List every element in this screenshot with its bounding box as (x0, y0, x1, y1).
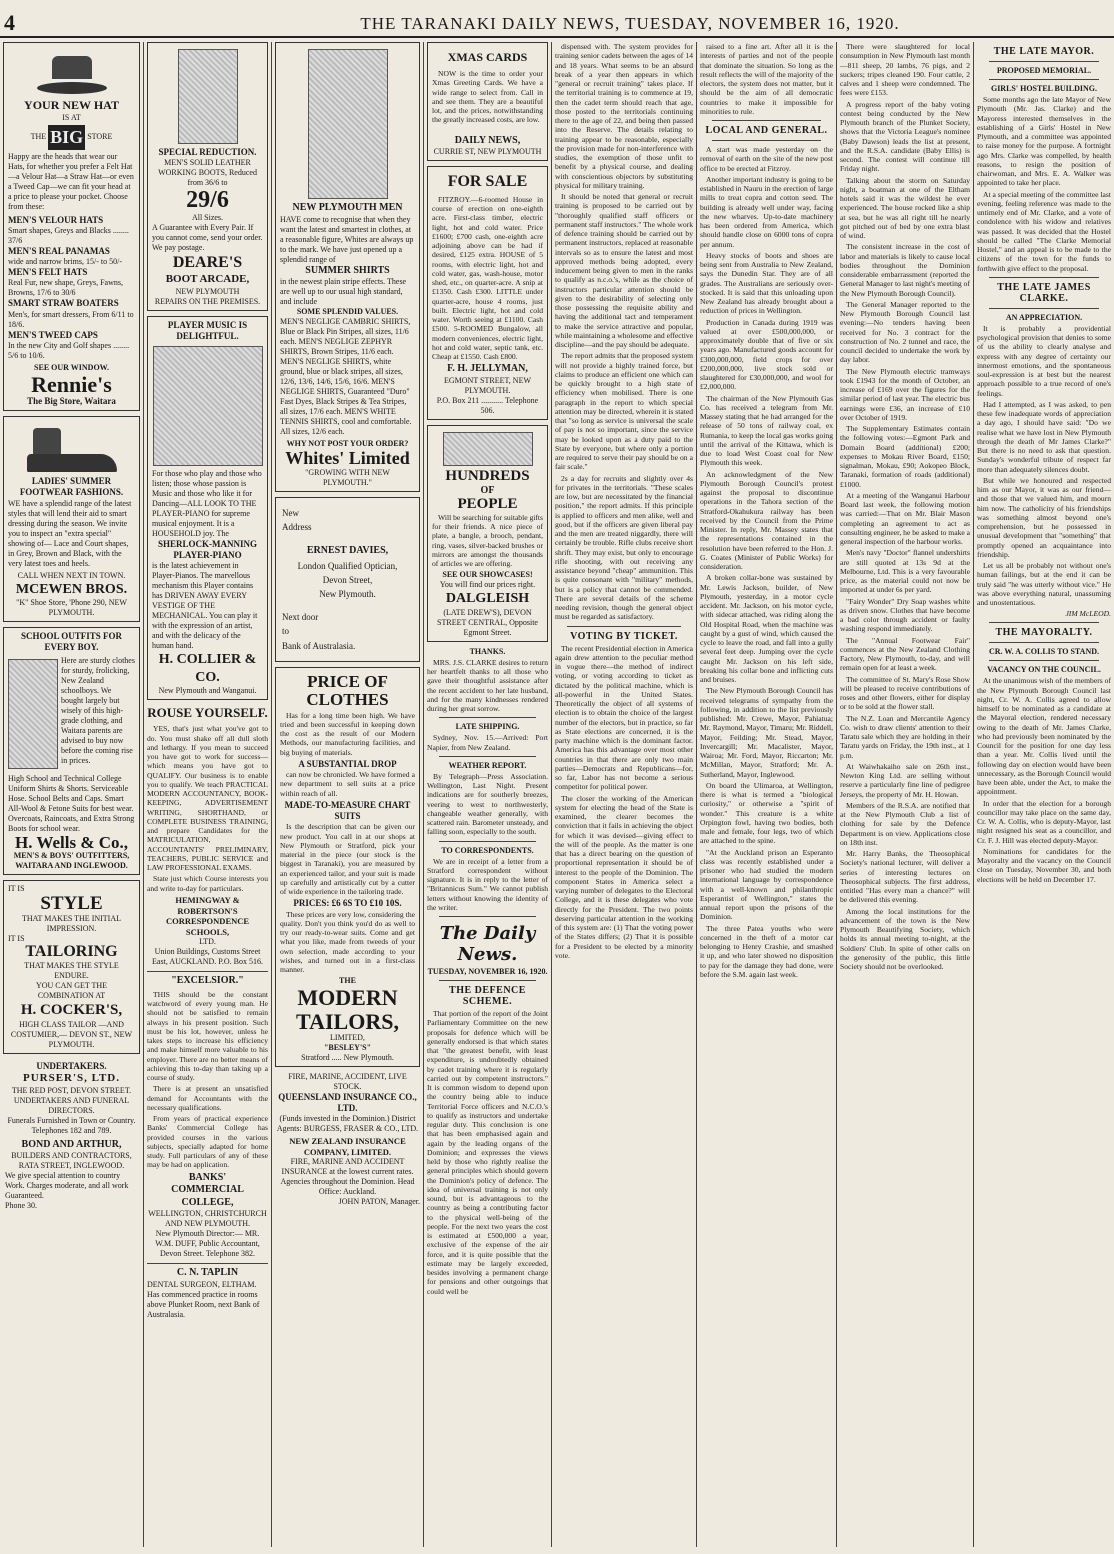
ad-heading: ROUSE YOURSELF. (147, 705, 268, 721)
advertiser-sub: "K" Shoe Store, 'Phone 290, NEW PLYMOUTH. (16, 598, 127, 618)
ad-text: New Plymouth Director:— MR. W.M. DUFF, Public Accountant, Devon Street. Telephone 382. (155, 1229, 260, 1259)
news-item: The Supplementary Estimates contain the following votes:—Egmont Park and Domain Board (additional) £200; expenses to Mokau River Board, £150; signalman, Mokau, £90; Aokopeo Block, Taranaki, formation of roads (additional) £1000. (840, 424, 970, 489)
news-item: "Fairy Wonder" Dry Soap washes white as driven snow. Clothes that have become a bad color through accident or faulty washing respond immediately. (840, 596, 970, 634)
advertiser-name-2: BOND AND ARTHUR, (21, 1138, 122, 1150)
news-item: Talking about the storm on Saturday night, a boatman at one of the Eltham hotels said it was the wildest he ever experienced. The house rocked like a ship at sea, but he was all right till he nearly got pitched out of bed by one extra blast of wind. (840, 175, 970, 240)
article-heading: THE MAYORALTY. (995, 627, 1093, 639)
item-name: MEN'S TWEED CAPS (8, 329, 98, 340)
ad-address: (LATE DREW'S), DEVON STREET CENTRAL, Opposite Egmont Street. (437, 607, 538, 637)
ad-text: YOU CAN GET THE COMBINATION AT (35, 981, 108, 1001)
ad-text: IS AT (62, 113, 81, 122)
ad-cta: CALL WHEN NEXT IN TOWN. (17, 570, 126, 580)
ad-text: FIRE, MARINE, ACCIDENT, LIVE STOCK. (288, 1071, 407, 1091)
news-item: The "Annual Footwear Fair" commences at the New Zealand Clothing Factory, New Plymouth, to-day, and will remain open for at least a week. (840, 635, 970, 673)
wells-school-ad (3, 627, 140, 875)
ad-subheading: SUMMER SHIRTS (305, 264, 390, 276)
item-name: SMART STRAW BOATERS (8, 298, 119, 309)
ad-address: CURRIE ST, NEW PLYMOUTH (433, 147, 542, 156)
ad-heading: HUNDREDS (445, 467, 530, 484)
ad-heading: PEOPLE (457, 496, 518, 513)
paper-logo: The Daily News. (439, 923, 536, 966)
news-item: Men's navy "Doctor" flannel undershirts are still quoted at 13s 9d at the Melbourne, Ltd. This is a very favourable price, as the material could not now be imported at under 6s per yard. (840, 548, 970, 595)
ad-body: Will be searching for suitable gifts for their friends. A nice piece of plate, a bangle, a brooch, pendant, ring, vases, silver-backed brushes or mirrors are amongst the thousands of articles we are offering. (432, 512, 543, 569)
advertiser-name: F. H. JELLYMAN, (447, 363, 528, 375)
article-body: In order that the election for a borough councillor may take place on the same day, Cr. W. A. Collis, who is deputy-Mayor, last night resigned his seat as a councillor, and Cr. F. J. Hill was elected deputy-Mayor. (977, 798, 1111, 845)
advertiser-name: H. Wells & Co., (14, 832, 129, 852)
item-desc: Men's, for smart dressers, From 6/11 to 18/6. (8, 309, 134, 329)
ad-price: PRICES: £6 6S TO £10 10S. (293, 898, 402, 909)
notice-body: Sydney, Nov. 15.—Arrived: Port Napier, from New Zealand. (427, 733, 548, 752)
ad-text: P.O. Box 211 ........... Telephone 506. (436, 395, 539, 415)
ad-body: NOW is the time to order your Xmas Greeting Cards. We have a wide range to select from. Call in and see them. They are a beautiful lot, and the prices, notwithstanding the greatly increased costs, are low. (432, 69, 543, 125)
notice-body: MRS. J.S. CLARKE desires to return her heartfelt thanks to all those who gave their thoughtful assistance after the recent accident to her late husband, and for the many kindnesses rendered during her great sorrow. (427, 657, 548, 714)
news-item: The three Patea youths who were concerned in the theft of a motor car belonging to Henry Crashie, and smashed it up, and who later showed no disposition to pay for the damage they had done, were before the S.M. again last week. (700, 923, 833, 979)
divider (989, 642, 1099, 643)
news-item: Among the local institutions for the advancement of the town is the New Plymouth Beautifying Society, which holds its annual meeting to-night, at the Soldiers' Club. In spite of other calls on the generosity of the public, this little Society should not be overlooked. (840, 906, 970, 971)
article-body: Nominations for candidates for the Mayoralty and the vacancy on the Council close on Tuesday, November 30, and both elections will be held on December 17. (977, 846, 1111, 884)
column-6 (696, 42, 836, 1547)
news-item: Members of the R.S.A. are notified that at the New Plymouth Club a list of clothing for sale by the Defence Department is on view. Applications close on 18th inst. (840, 800, 970, 847)
column-5 (551, 42, 696, 1547)
ad-body: For those who play and those who listen; those whose passion is Music and those who like it for Dancing—ALL LOOK TO THE PLAYER-PIANO for supreme musical enjoyment. It is a HOUSEHOLD joy. The (152, 468, 262, 538)
ad-heading: XMAS CARDS (447, 50, 528, 64)
item-desc: wide and narrow brims, 15/- to 50/- (8, 257, 122, 266)
article-heading: THE LATE MAYOR. (993, 46, 1095, 57)
ad-body: WE have a splendid range of the latest styles that will lend their aid to smart dressing during the season. We invite you to inspect an "extra special" showing of— Lace and Court shapes, in Grey, Brown and Black, with the very latest toes and heels. (8, 498, 132, 568)
item-desc: Real Fur, new shape, Greys, Fawns, Browns, 17/6 to 30/6 (8, 278, 123, 298)
news-item: The consistent increase in the cost of labor and materials is likely to cause local bodies throughout the Dominion considerable embarrassment (reported the General Manager to last night's meeting of the New Plymouth Borough Council). (840, 242, 970, 298)
editorial-body: 2s a day for recruits and slightly over 4s for privates in the territorials. "These scales are low, but are necessitated by the financial position," the report admits. If this principle is applied to officers and men alike, well and good, but if the officers are given liberal pay and the men are treated niggardly, there will certainly be trouble. Rifle clubs receive short shrift. They may exist, but only to encourage rifle shooting, with out receiving any assistance beyond "cheap" ammunition. This is quite consonant with "military" methods, but is a policy that cannot be commended. There are several details of the scheme needing revision, though the general object must be regarded as satisfactory. (555, 473, 693, 622)
ad-body: FITZROY.—6-roomed House in course of erection on one-eighth acre. First-class timber, electric light, hot and cold water. Price £1600; £700 cash, one-eighth acre adjoining above can be had if desired, £125 extra. HOUSE of 5 rooms, with electric light, hot and cold water, gas, wash-house, motor shed, etc., on quarter-acre. A snip at £1350. Cash £300. LITTLE under quarter-acre, house 4 rooms, just built. Electric light, hot and cold water. Worth seeing at £1100. Cash £500. 5-ROOMED Bungalow, all modern conveniences, electric light, hot and cold water, septic tank, etc. Cheap at £1550. Cash £800. (432, 194, 543, 362)
divider (989, 79, 1099, 80)
ad-text: BUILDERS AND CONTRACTORS, RATA STREET, INGLEWOOD. (11, 1151, 132, 1171)
whites-shirt-ad (275, 42, 420, 492)
ad-keyword-tailoring: TAILORING (25, 943, 118, 961)
jewellery-illustration (443, 432, 533, 466)
advertiser-sub: HIGH CLASS TAILOR —AND COSTUMIER,— DEVON ST., NEW PLYMOUTH. (10, 1019, 133, 1049)
ad-text: THE (339, 976, 356, 986)
article-subheading: AN APPRECIATION. (1005, 312, 1083, 322)
ad-address: EGMONT STREET, NEW PLYMOUTH. (443, 375, 532, 395)
ad-body: State just which Course interests you and write to-day for particulars. (147, 874, 268, 893)
news-item: At a meeting of the Wanganui Harbour Board last week, the following motion was carried:—That on Mr. Blair Mason completing an agreement to act as consulting engineer, he be asked to make a general inspection of the harbour works. (840, 490, 971, 546)
ad-text: London Qualified Optician, (297, 560, 398, 571)
ad-cta: WHY NOT POST YOUR ORDER? (286, 439, 409, 448)
piano-illustration (153, 346, 263, 466)
advertiser-name: MCEWEN BROS. (15, 581, 128, 597)
ad-body: Is the description that can be given our new product. You call in at our shops at New Plymouth or Stratford, pick your material in the piece (our stock is the biggest in Taranaki), you are measured by an experienced tailor, and your suit is made up carefully and artistically cut by a cutter of wide experience in the tailoring trade. (280, 822, 415, 897)
advertiser-sub: The Big Store, Waitara (27, 395, 116, 406)
taplin-ad (147, 1263, 268, 1320)
hat-illustration (37, 50, 107, 94)
editorial-heading: VOTING BY TICKET. (570, 630, 678, 642)
divider (989, 660, 1099, 661)
news-item: A start was made yesterday on the removal of earth on the site of the new post office to be erected at Fitzroy. (700, 145, 833, 173)
advertiser-name: Rennie's (31, 371, 112, 397)
article-body: It is probably a providential psychological provision that denies to some of us the ability to clearly analyse and express with any degree of certainty our innermost emotions, and the spontaneous soul-expression is at best but the nearest approach possible to a true record of one's feelings. (977, 323, 1111, 398)
ad-items: High School and Technical College Uniform Shirts & Shorts. Serviceable Hose. School Belts and Caps. Smart All-Wool & Fetone Suits for best wear. Overcoats, Raincoats, and Extra Strong Boots for school wear. (8, 773, 135, 833)
ad-body: From years of practical experience Banks' Commercial College has provided courses in the various subjects, specially adapted for home study. Full particulars of any of these may be had on application. (147, 1114, 268, 1170)
ad-text: You will find our prices right. (439, 580, 536, 590)
news-item: Production in Canada during 1919 was valued at over £500,000,000, or approximately double that of five or six years ago. Manufactured goods account for £300,000,000, field crops for over £200,000,000, live stock sold or slaughtered for £30,000,000, and wool for £2,000,000. (700, 317, 833, 392)
thanks-notice (427, 647, 548, 1296)
ad-body: YES, that's just what you've got to do. You must shake off all dull sloth and lethargy. If you mean to succeed you have got to work for success—which means you have got to QUALIFY. Our business is to enable you to qualify. We teach PRACTICAL MODERN ACCOUNTANCY, BOOK-KEEPING, ADVERTISEMENT WRITING, SHORTHAND, or COMPLETE BUSINESS TRAINING, and prepare Candidates for the MATRICULATION, ACCOUNTANTS' PRELIMINARY, TEACHERS, PUBLIC SERVICE and LAW PROFESSIONAL EXAMS. (147, 724, 268, 873)
ad-body: in the newest plain stripe effects. These are well up to our usual high standard, and include (280, 277, 407, 306)
jellyman-forsale-ad (427, 166, 548, 420)
ad-subheading: SOME SPLENDID VALUES. (296, 307, 399, 316)
ad-body: DENTAL SURGEON, ELTHAM. Has commenced practice in rooms above Plunket Room, next Bank of Australasia. (147, 1279, 260, 1319)
news-item: Heavy stocks of boots and shoes are being sent from Australia to New Zealand, says the Dunedin Star. They are of all grades. The Australians are seriously over-stocked. It is said that this unloading upon New Zealand has already brought about a reduction of prices in Wellington. (700, 250, 833, 316)
article-subheading: PROPOSED MEMORIAL. (996, 66, 1092, 75)
ad-tagline: "GROWING WITH NEW PLYMOUTH." (305, 467, 390, 487)
ad-text: OF (480, 484, 495, 496)
ad-heading: UNDERTAKERS. (36, 1060, 107, 1071)
ad-text: New (282, 507, 299, 518)
ad-text: LTD. (199, 937, 216, 947)
cocker-tailor-ad (3, 880, 140, 1053)
news-item: There were slaughtered for local consumption in New Plymouth last month—811 sheep, 20 lambs, 76 pigs, and 2 suckers; tripes cleaned 190. Four cattle, 2 calves and 1 sheep were condemned. The fees were £153. (840, 42, 970, 98)
ad-heading: YOUR NEW HAT (24, 98, 119, 112)
ad-text: Next door (282, 611, 319, 622)
ad-price: 29/6 (186, 187, 229, 214)
advertiser-name: BANKS' (188, 1171, 227, 1183)
news-item: An acknowledgment of the New Plymouth Borough Council's protest against the proposal to discontinue operations in the Tahora section of the Stratford-Okahukura railway has been received by the Council from the Prime Minister. In reply, Mr. Massey states that the representations contained in the resolution have been referred to the Hon. J. G. Coates (Minister of Public Works) for consideration. (700, 469, 833, 571)
ad-keyword-style: STYLE (40, 893, 103, 915)
ad-body: Here are sturdy clothes for sturdy, frolicking, New Zealand schoolboys. We bought largely but wisely of this high-grade clothing, and Waitara parents are advised to buy now before the coming rise in prices. (61, 655, 135, 765)
advertiser-name: H. COCKER'S, (20, 1002, 123, 1019)
editorial-body: The closer the working of the American system for electing the head of the State is examined, the clearer becomes the conviction that it fails in achieving the object for which it was devised—giving effect to the will of the people. As the matter is one that has a direct bearing on the question of proportional representation it should be of interest to the people of the Dominion. The component States in America select a varying number of delegates to the Electoral College, and it is these delegates who vote directly for the President. The two points deserving particular attention in the working of this system are: (1) That the voting power of the States differs; (2) That it is possible for a President to be elected by a minority vote. (555, 793, 693, 960)
hat-list (8, 215, 135, 361)
divider (439, 756, 536, 757)
ad-body: These prices are very low, considering the quality. Don't you think you'd do as well to try our ready-to-wear suits. Come and get what you like, made from tweeds of your own selection, made according to your wishes, and turned out in a first-class manner. (280, 909, 415, 975)
ad-location: WELLINGTON, CHRISTCHURCH AND NEW PLYMOUTH. (148, 1209, 267, 1229)
item-name: MEN'S VELOUR HATS (8, 214, 104, 225)
article-body: At the unanimous wish of the members of the New Plymouth Borough Council last night, Cr. W. A. Collis agreed to allow himself to be nominated as a candidate at the Mayoral election, rendered necessary owing to the death of Mr. James Clarke, who had previously been nominated by the Council for the position for one day less than a year. Mr. Collis lived until the following day on election would have been unnecessary, as the Borough Council would have been able, under the Act, to make the appointment. (977, 676, 1111, 797)
divider (989, 277, 1099, 278)
news-item: On board the Ulimaroa, at Wellington, there is what is termed a "biological curiosity," or otherwise a "spirit of wonder." This creature is a white Orpington fowl, having two bodies, both male and female, four legs, two of which are attached to the spine. (700, 780, 833, 846)
divider (989, 308, 1099, 309)
editorial-body: It should be noted that general or recruit training is proposed to be carried out by "thoroughly qualified staff officers or permanent staff instructors." The whole work of defence training should be carried out by permanent instructors, replaced at reasonable intervals so as to ensure the latest and most approved methods being adopted, every inducement being given to men in the ranks to qualify as n.c.o.'s, while as the choice of instructors particular attention should be given to the desirability of selecting only those possessing the requisite ability and having the additional tact and temperament to make the service attractive and popular, while maintaining a wholesome and effective discipline—and the pay should be adequate. (555, 192, 693, 349)
ad-cta: SEE OUR WINDOW. (34, 362, 109, 372)
ad-text: A Guarantee with Every Pair. If you cannot come, send your order. We pay postage. (152, 223, 263, 253)
article-body: Had I attempted, as I was asked, to pen these few inadequate words of appreciation a day ago, I should have said: "Do we realise what we have lost in New Plymouth through the death of Mr James Clarke?" But there is no need to ask that question. Sunday's wonderful tribute of respect far more than adequately silences doubt. (977, 399, 1111, 474)
news-item: The New Plymouth Borough Council has received telegrams of sympathy from the following, in addition to the list previously published: Mr. Crewe, Mayor, Pahiatua; Mr. Raymond, Mayor, Timaru; Mr. Riddell, Mayor, Feilding; Mr. Stead, Mayor, Invercargill; Mr. Macalister, Mayor, Wairoa; Mr. Ford, Mayor, Riccarton; Mr. McMillan, Mayor, Stratford; Mr. A. Sutherland, Mayor, Inglewood. (700, 686, 833, 779)
divider (439, 980, 536, 981)
article-subheading: VACANCY ON THE COUNCIL. (987, 665, 1101, 675)
ad-text: LIMITED, (330, 1032, 365, 1042)
editorial-body: dispensed with. The system provides for training senior cadets between the ages of 14 and 18 years. What seems to be an absurd break of a year then appears in which "general or recruit training" takes place. If the territorial training is to commence at 19, then the cadet term should reach that age, those posted to the territorials continuing there to the age of 22, and being then passed into the Reserve. The details relating to training appear to be reasonable, especially the provision made for non-interference with studies, the exemption of those unfit to benefit by a physical course, and dealing with conscientious objectors by substituting physical for military training. (555, 42, 693, 190)
list-item (8, 215, 135, 246)
ad-body: is the latest achievement in Player-Pianos. The marvellous mechanism this Player contains has DRIVEN AWAY EVERY VESTIGE OF THE MECHANICAL. You can play it with the expression of an artist, and with the delicacy of the human hand. (152, 561, 258, 651)
insurance-ad (275, 1072, 420, 1208)
ad-body: THIS should be the constant watchword of every young man. He should not be satisfied to remain always in his present position. Such must be his lot, however, unless he takes steps to increase his efficiency and make himself more valuable to his employer. There are no better means of achieving this to-day than taking up a course of study. (147, 989, 268, 1083)
article-subheading: GIRLS' HOSTEL BUILDING. (990, 84, 1098, 93)
item-desc: Smart shapes, Greys and Blacks ........ 37/6 (8, 225, 129, 245)
ad-location: New Plymouth. (319, 589, 376, 600)
shoe-illustration (27, 424, 117, 472)
ad-address: Union Buildings, Customs Street East, AUCKLAND. P.O. Box 516. (152, 947, 263, 967)
list-item (8, 330, 135, 361)
notice-body: We are in receipt of a letter from a Stratford correspondent without signature. It is in reply to the letter of "Britannicus Sum." We cannot publish letters without knowing the identity of the writer. (427, 856, 548, 912)
column-8 (973, 42, 1114, 1547)
news-item: At Waiwhakaiho sale on 26th inst., Newton King Ltd. are selling without reserve a particularly fine line of pedigree Jerseys, the property of Mr. H. Howan. (840, 761, 970, 799)
ad-text: to (282, 626, 290, 637)
advertiser-name: MODERN TAILORS, (296, 985, 399, 1034)
column-2 (143, 42, 271, 1547)
news-item: A progress report of the baby voting contest being conducted by the New Plymouth branch of the Plunket Society, shows that the Victoria League's nominee (Baby Dawson) leads the list at present, and the R.S.A. candidate (Baby Ellis) is second. The contest will continue till Friday night. (840, 99, 970, 174)
ad-text: REPAIRS ON THE PREMISES. (154, 297, 261, 307)
ad-body: MEN'S NEGLIGE CAMBRIC SHIRTS, Blue or Black Pin Stripes, all sizes, 11/6 each. MEN'S NEGLIGE ZEPHYR SHIRTS, Brown Stripes, 11/6 each. MEN'S NEGLIGE SHIRTS, white ground, blue or black stripes, all sizes, 12/6, 13/6, 14/6, 15/6, 16/6. MEN'S NEGLIGE SHIRTS, Guaranteed "Duro" Fast Dyes, Black Stripes & Tea Stripes, all sizes, 17/6 each. MEN'S WHITE TENNIS SHIRTS, cool and comfortable. All sizes, 12/6 each. (280, 317, 412, 436)
section-heading: LOCAL AND GENERAL. (705, 125, 828, 136)
column-1 (0, 42, 143, 1547)
masthead-title: THE TARANAKI DAILY NEWS, TUESDAY, NOVEMBER 16, 1920. (360, 14, 900, 33)
ad-text: IT IS (8, 884, 25, 894)
column-3 (271, 42, 423, 1547)
hemingway-ad (147, 705, 268, 967)
ad-cta: SEE OUR SHOWCASES! (442, 570, 533, 580)
logo-big: BIG (48, 125, 85, 150)
advertiser-name: DEARE'S (172, 254, 243, 272)
divider (567, 626, 681, 627)
ad-location: NEW PLYMOUTH (175, 287, 240, 297)
masthead (0, 8, 1114, 36)
boot-illustration (178, 49, 238, 144)
ad-subheading: MADE-TO-MEASURE CHART SUITS (284, 799, 411, 822)
xmas-cards-ad (427, 42, 548, 161)
advertiser-name: QUEENSLAND INSURANCE CO., LTD. (278, 1091, 417, 1113)
item-desc: In the new City and Golf shapes ........ 5/6 to 10/6. (8, 340, 130, 360)
ad-heading: LADIES' SUMMER FOOTWEAR FASHIONS. (19, 476, 124, 498)
divider (989, 61, 1099, 62)
advertiser-name: Whites' Limited (285, 448, 410, 468)
banks-college-ad (147, 971, 268, 1259)
divider (439, 841, 536, 842)
advertiser-name: DALGLEISH (445, 591, 530, 607)
logo-store: STORE (87, 132, 113, 142)
ad-heading: PRICE OF CLOTHES (306, 672, 389, 709)
ad-text: FIRE, MARINE AND ACCIDENT INSURANCE at the lowest current rates. Agencies throughout the Dominion. Head Office: Auckland. (280, 1157, 415, 1197)
ad-location: New Plymouth and Wanganui. (158, 686, 257, 696)
news-item: "At the Auckland prison an Esperanto class was recently established under a prisoner who had studied the modern international language by correspondence with a well-known and philanthropic Esperantist of Wellington," states the annual report upon the prisons of the Dominion. (700, 847, 833, 922)
page-number: 4 (4, 10, 15, 35)
advertiser-name: C. N. TAPLIN (176, 1267, 239, 1279)
article-body: Some months ago the late Mayor of New Plymouth (Mr. Jas. Clarke) and the Mayoress interested themselves in the establishing of a Girls' Hostel in New Plymouth, and a committee was appointed to raise money for the purpose. A fortnight ago Mrs. Clarke was compelled, by health reasons, to resign the position of chairwoman, and Mrs. E. A. Walker was appointed to take her place. (977, 95, 1111, 188)
ad-phone: Phone 30. (5, 1201, 37, 1211)
advertiser-name-2: NEW ZEALAND INSURANCE COMPANY, LIMITED. (289, 1136, 406, 1157)
ad-body: can now be chronicled. We have formed a new department to sell suits at a price within reach of all. (280, 770, 415, 798)
ad-body: There is at present an unsatisfied demand for Accountants with the necessary qualifications. (147, 1084, 268, 1112)
notice-heading: THANKS. (469, 646, 506, 656)
ad-text: Bank of Australasia. (282, 640, 356, 651)
item-name: MEN'S REAL PANAMAS (8, 245, 110, 256)
column-7 (836, 42, 973, 1547)
ad-text: THE RED POST, DEVON STREET. (11, 1085, 132, 1095)
article-heading: THE LATE JAMES CLARKE. (997, 281, 1091, 304)
advertiser-name: ERNEST DAVIES, (306, 544, 389, 556)
advertiser-name: PURSER'S, LTD. (22, 1072, 121, 1085)
ad-text: Funerals Furnished in Town or Country. Telephones 182 and 789. (7, 1115, 136, 1135)
news-item: Mr. Harry Banks, the Theosophical Society's national lecturer, will deliver a series of interesting lectures on Theosophical subjects. The first address, entitled "Has every man a chance?" will be delivered this evening. (840, 849, 970, 905)
ad-body: HAVE come to recognise that when they want the latest and smartest in clothes, at a reasonable figure, Whites are always up to the mark. We have just opened up a splendid range of (280, 214, 414, 264)
column-4 (423, 42, 551, 1547)
modern-tailors-ad (275, 667, 420, 1067)
news-item: Another important industry is going to be established in Nauru in the erection of large mills to treat copra and cotton seed. The building is already well under way, facing the new wharves. Up-to-date machinery has been ordered from America, which should handle close on 6000 tons of copra per annum. (700, 174, 833, 249)
ad-text: "BESLEY'S" (323, 1042, 372, 1052)
boy-illustration (8, 659, 58, 769)
ad-location: Stratford ..... New Plymouth. (301, 1052, 394, 1062)
ad-subheading: A SUBSTANTIAL DROP (298, 758, 397, 769)
divider (439, 916, 536, 917)
ad-text: All Sizes. (191, 213, 224, 223)
article-body: But while we honoured and respected him as our Mayor, it was as our friend—and those that we valued him, and mourn him now. The catholicity of his friendships was something almost beyond one's comprehension, but he possessed in unusual development that "something" that promptly opened an acquaintance into friendship. (977, 475, 1111, 559)
ad-heading: SPECIAL REDUCTION. (158, 147, 257, 157)
news-item: The N.Z. Loan and Mercantile Agency Co. wish to draw clients' attention to their Taratu sale which they are holding in their Taratu yards on Friday, the 19th inst., at 1 p.m. (840, 713, 970, 760)
man-illustration (308, 49, 388, 199)
editorial-body: That portion of the report of the Joint Parliamentary Committee on the new proposals for defence which will be generally endorsed is that which states that "the greatest benefit, with least expenditure, is undoubtedly obtained by cadet training where it is regularly carried out by competent instructors." It is common wisdom to depend upon the country being able to induce Territorial Force officers and N.C.O.'s to qualify as instructors and undertake regular duty. This conclusion is one that has been emphasised again and again by the leading organs of the Dominion; and expresses the views held by those who rightly realise the general principles which should govern the Dominion's policy of defence. The idea of universal training is not only sound, but is advantageous to the country as being a contributing factor to the physical well-being of the people. For the next two years the cost is estimated at £500,000 a year, exclusive of the expense of the air force, and it is quite possible that the estimate may be largely exceeded, besides involving a permanent charge for pensions and other outgoings that could well be (427, 1009, 548, 1296)
article-body: At a special meeting of the committee last evening, feeling reference was made to the untimely end of Mr. Clarke, and a vote of condolence with his widow and relatives was passed. It was decided that the Hostel should be called "The Clarke Memorial Hostel," and an appeal is to be made to the citizens of the town for the funds to forthwith give effect to the proposal. (977, 189, 1111, 273)
ad-location: Devon Street, (322, 575, 373, 586)
news-item: The chairman of the New Plymouth Gas Co. has received a telegram from Mr. Massey stating that he had arranged for the release of 50 tons of railway coal, ex Rumania, to keep the local gas works going until the arrival of the Kittawa, which is due to load West Coast coal for New Plymouth this week. (700, 393, 833, 468)
divider (989, 622, 1099, 623)
rennies-hat-ad (3, 42, 140, 411)
ad-text: THAT MAKES THE INITIAL IMPRESSION. (21, 914, 122, 934)
editorial-body: The report admits that the proposed system will not provide a highly trained force, but claims to produce an efficient one which can be quickly brought to a high state of efficiency when mobilised. There is one paragraph in the report to which special attention may be directed, wherein it is stated that "so long as service is universal the scale of pay is not so important, since the service may be looked upon as a duty paid to the State by everyone, but where only a portion are required to serve their pay should be on a fair scale." (555, 351, 693, 472)
list-item (8, 267, 135, 298)
advertiser-name-2: BOOT ARCADE, (165, 273, 250, 286)
ad-body: MEN'S SOLID LEATHER WORKING BOOTS, Reduced from 36/6 to (158, 158, 257, 188)
notice-body: By Telegraph—Press Association. Wellington, Last Night. Present indications are for southerly breezes, veering to west to northwesterly, changeable weather generally, with scattered rain. Barometer unsteady, and falling soon, especially to the south. (427, 771, 548, 837)
ad-text: THAT MAKES THE STYLE ENDURE. (24, 961, 119, 981)
deares-boot-ad (147, 42, 268, 311)
divider (439, 717, 536, 718)
news-item: The committee of St. Mary's Rose Show will be pleased to receive contributions of roses and other flowers, either for display or to be sold at the flower stall. (840, 674, 970, 712)
ad-body: Has for a long time been high. We have tried and been successful in keeping down the cost as the result of our Modern Methods, our manufacturing facilities, and big buying of materials. (280, 710, 415, 757)
article-signature: JIM McLEOD. (1065, 609, 1111, 619)
article-body: Let us all be probably not without one's human failings, but at the end it can be truly said "he was utterly without vice." He was above everything natural, unassuming and unostentatious. (977, 561, 1111, 607)
list-item (8, 298, 135, 329)
ad-heading: NEW PLYMOUTH MEN (292, 202, 403, 213)
ad-product: SHERLOCK-MANNING PLAYER-PIANO (157, 538, 257, 560)
divider (712, 140, 821, 141)
article-subheading: CR. W. A. COLLIS TO STAND. (988, 647, 1100, 657)
advertiser-name: H. COLLIER & CO. (158, 652, 257, 685)
ad-heading: "EXCELSIOR." (171, 975, 244, 987)
list-item (8, 246, 135, 267)
divider (712, 120, 821, 121)
advertiser-name: HEMINGWAY & ROBERTSON'S CORRESPONDENCE SCHOOLS, (165, 894, 250, 937)
collier-player-ad (147, 316, 268, 700)
news-item: The New Plymouth electric tramways took £1943 for the month of October, an increase of £169 over the figures for the similar period of last year. The electric bus earnings were £36, an increase of £10 over October of 1919. (840, 366, 970, 422)
ad-text: Address (282, 522, 312, 533)
ad-heading: SCHOOL OUTFITS FOR EVERY BOY. (20, 631, 123, 653)
editorial-heading: THE DEFENCE SCHEME. (449, 985, 526, 1008)
advertiser-name-2: COMMERCIAL COLLEGE, (171, 1184, 244, 1208)
big-store-logo (8, 125, 135, 150)
paper-date: TUESDAY, NOVEMBER 16, 1920. (427, 967, 548, 977)
masthead-rule (0, 36, 1114, 38)
advertiser-name: DAILY NEWS, (454, 134, 521, 146)
ad-heading: PLAYER MUSIC IS DELIGHTFUL. (167, 320, 248, 342)
ad-text: IT IS (8, 934, 25, 944)
ad-heading: FOR SALE (447, 173, 528, 190)
ad-intro: Happy are the heads that wear our Hats, for whether you prefer a Felt Hat—a Velour Hat—a Straw Hat—or even a Tweed Cap—we can fit your head at a price to please your pocket. Choose from these: (8, 151, 134, 211)
logo-the: THE (30, 132, 47, 142)
notice-heading: TO CORRESPONDENTS. (441, 845, 534, 855)
advertiser-sub: MEN'S & BOYS' OUTFITTERS, WAITARA AND INGLEWOOD. (13, 851, 130, 871)
item-name: MEN'S FELT HATS (8, 267, 88, 277)
news-item: The General Manager reported to the New Plymouth Borough Council last evening:—No tenders having been received for No. 3 contract for the construction of No. 2 tunnel and race, the council decided to undertake the work by day labor. (840, 299, 970, 365)
mcewen-shoe-ad (3, 416, 140, 622)
davies-optician-ad (275, 497, 420, 662)
ad-text: (Funds invested in the Dominion.) District Agents: BURGESS, FRASER & CO., LTD. (276, 1114, 419, 1134)
ad-text: JOHN PATON, Manager. (338, 1197, 420, 1207)
editorial-body: The recent Presidential election in America again drew attention to the peculiar method in vogue there—the method of indirect voting, or voting according to ticket as dictated by the political machine, which is all-powerful in the United States. Theoretically the object of all systems of election is to obtain the choice of the largest number of the electors, but in practice, so far as State elections are concerned, it is the party machine which is the dominant factor. America has this advantage over most other countries in that there are only two main parties—Democrats and Republicans—for, so far, Labor has not become a serious competitor for political power. (555, 643, 693, 792)
dalgleish-ad (427, 425, 548, 642)
news-item: A broken collar-bone was sustained by Mr. Lewis Jackson, builder, of New Plymouth, yesterday, in a motor cycle accident. Mr. Jackson, on his motor cycle, with sidecar attached, was riding along the Old Hospital Road, when the machine was caught by a gust of wind, which caused the cycle to leave the road, and fall into a gully several feet deep. Jumping over the cycle caught Mr. Jackson on his left side, breaking his collar bone and inflicting cuts and bruises. (700, 573, 833, 684)
editorial-body: raised to a fine art. After all it is the interests of parties and not of the people that dominate the situation. So long as the result reflects the will of the majority of the electors, the system does not matter, but it should be the aim of all democratic countries to make it impossible for minorities to rule. (700, 42, 833, 116)
undertakers-ad (3, 1059, 140, 1214)
notice-heading: LATE SHIPPING. (455, 722, 520, 732)
ad-body-row (8, 656, 135, 772)
notice-heading: WEATHER REPORT. (448, 760, 527, 770)
ad-text: UNDERTAKERS AND FUNERAL DIRECTORS. (13, 1095, 130, 1115)
ad-text: We give special attention to country Work. Charges moderate, and all work Guaranteed. (5, 1171, 129, 1201)
